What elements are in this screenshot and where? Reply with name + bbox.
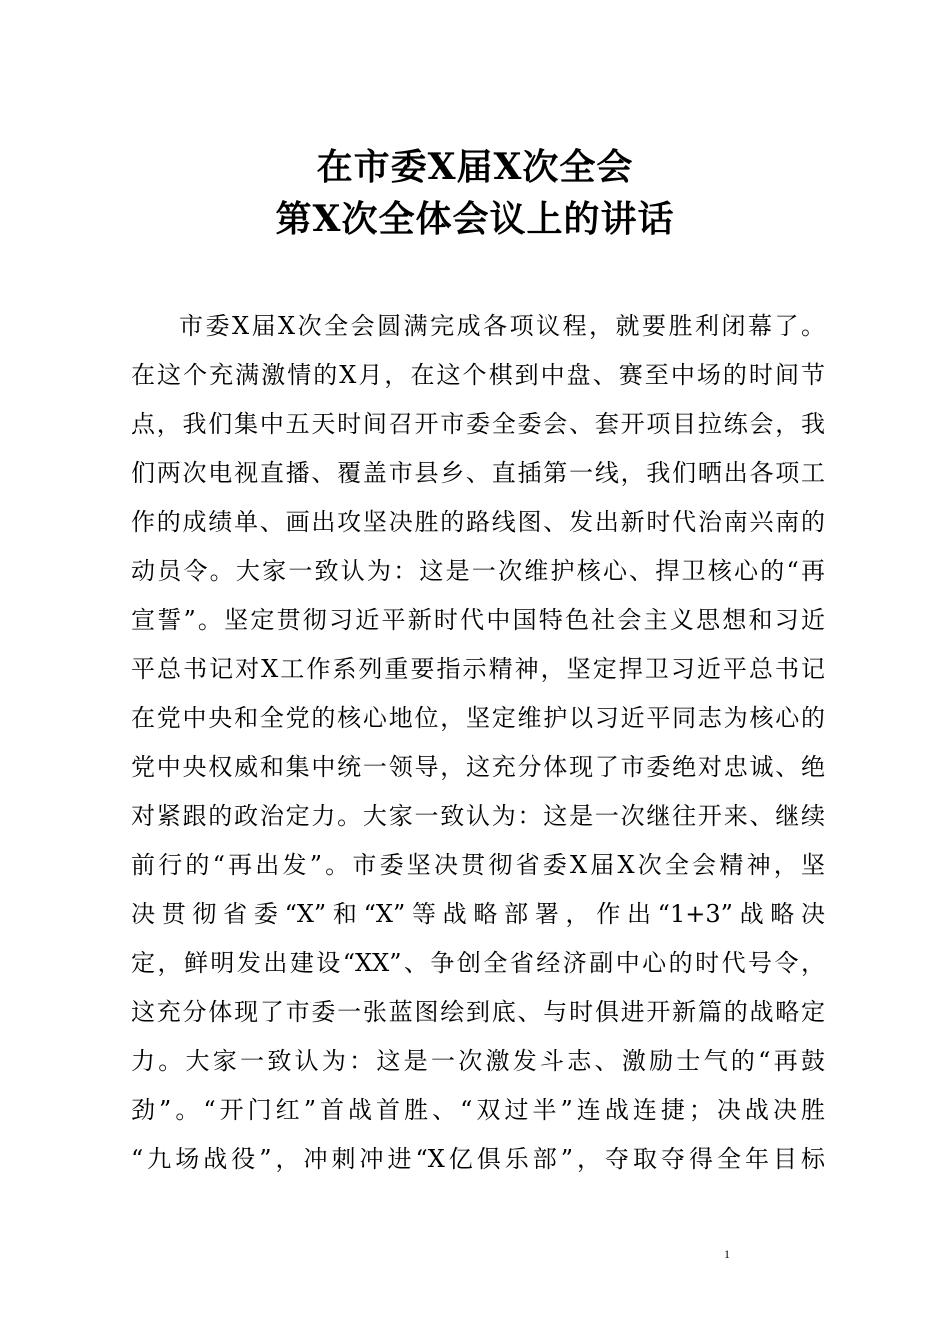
text-line: 宣誓”。坚定贯彻习近平新时代中国特色社会主义思想和习近 <box>131 606 825 634</box>
text-line: 前行的“再出发”。市委坚决贯彻省委X届X次全会精神，坚 <box>131 851 825 879</box>
body-paragraph <box>131 302 825 1184</box>
text-line: 在这个充满激情的X月，在这个棋到中盘、赛至中场的时间节 <box>131 361 825 389</box>
text-line: 点，我们集中五天时间召开市委全委会、套开项目拉练会，我 <box>131 410 825 438</box>
text-line: 定，鲜明发出建设“XX”、争创全省经济副中心的时代号令， <box>131 949 825 977</box>
text-line: 力。大家一致认为：这是一次激发斗志、激励士气的“再鼓 <box>131 1047 825 1075</box>
text-line: 市委X届X次全会圆满完成各项议程，就要胜利闭幕了。 <box>179 312 825 340</box>
text-line: 平总书记对X工作系列重要指示精神，坚定捍卫习近平总书记 <box>131 655 825 683</box>
text-line: 决贯彻省委“X”和“X”等战略部署，作出“1+3”战略决 <box>131 900 825 928</box>
text-line: 动员令。大家一致认为：这是一次维护核心、捍卫核心的“再 <box>131 557 825 585</box>
text-line: “九场战役”，冲刺冲进“X亿俱乐部”，夺取夺得全年目标 <box>131 1145 825 1173</box>
text-line: 这充分体现了市委一张蓝图绘到底、与时俱进开新篇的战略定 <box>131 998 825 1026</box>
title-line-2: 第X次全体会议上的讲话 <box>275 198 675 240</box>
page-number: 1 <box>724 1247 730 1261</box>
text-line: 作的成绩单、画出攻坚决胜的路线图、发出新时代治南兴南的 <box>131 508 825 536</box>
text-line: 党中央权威和集中统一领导，这充分体现了市委绝对忠诚、绝 <box>131 753 825 781</box>
document-title <box>0 141 950 245</box>
text-line: 劲”。“开门红”首战首胜、“双过半”连战连捷；决战决胜 <box>131 1096 825 1124</box>
text-line: 在党中央和全党的核心地位，坚定维护以习近平同志为核心的 <box>131 704 825 732</box>
text-line: 对紧跟的政治定力。大家一致认为：这是一次继往开来、继续 <box>131 802 825 830</box>
text-line: 们两次电视直播、覆盖市县乡、直插第一线，我们晒出各项工 <box>131 459 825 487</box>
title-line-1: 在市委X届X次全会 <box>316 146 634 188</box>
